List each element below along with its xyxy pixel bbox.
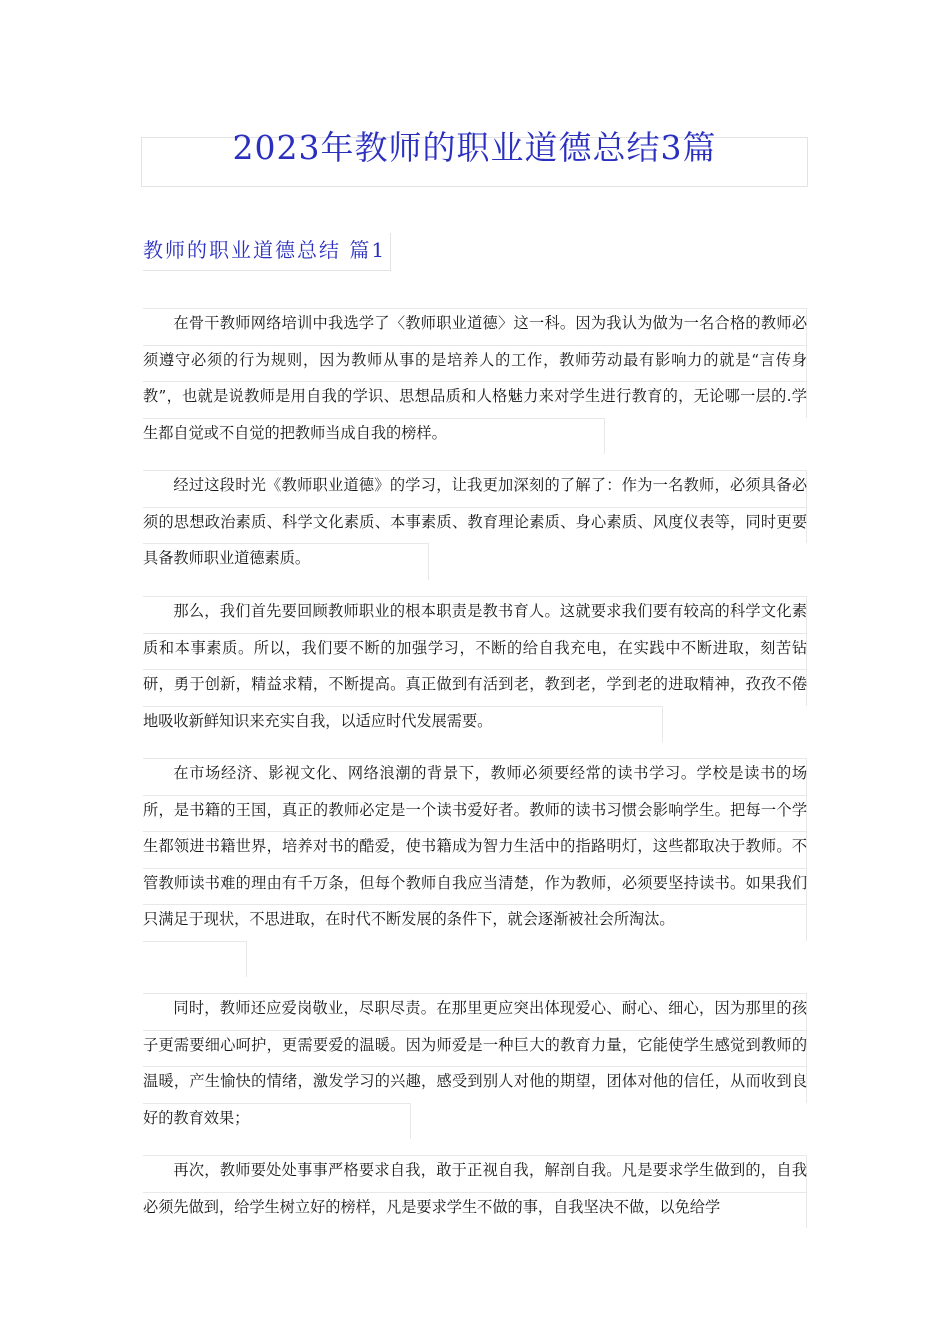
document-title-box [141,128,808,187]
paragraph-3: 那么，我们首先要回顾教师职业的根本职责是教书育人。这就要求我们要有较高的科学文化素质和本事素质。所以，我们要不断的加强学习，不断的给自我充电，在实践中不断进取，刻苦钻研，勇于创新，精益求精，不断提高。真正做到有活到老，教到老，学到老的进取精神，孜孜不倦地吸收新鲜知识来充实自我，以适应时代发展需要。 [143,602,807,730]
paragraph-6: 再次，教师要处处事事严格要求自我，敢于正视自我，解剖自我。凡是要求学生做到的，自我必须先做到，给学生树立好的榜样，凡是要求学生不做的事，自我坚决不做，以免给学 [143,1161,807,1216]
section-heading: 教师的职业道德总结 篇1 [143,233,391,271]
paragraph-4: 在市场经济、影视文化、网络浪潮的背景下，教师必须要经常的读书学习。学校是读书的场所，是书籍的王国，真正的教师必定是一个读书爱好者。教师的读书习惯会影响学生。把每一个学生都领进书籍世界，培养对书的酷爱，使书籍成为智力生活中的指路明灯，这些都取决于教师。不管教师读书难的理由有千万条，但每个教师自我应当清楚，作为教师，必须要坚持读书。如果我们只满足于现状，不思进取，在时代不断发展的条件下，就会逐渐被社会所淘汰。 [143,764,807,928]
paragraph-1: 在骨干教师网络培训中我选学了〈教师职业道德〉这一科。因为我认为做为一名合格的教师必须遵守必须的行为规则，因为教师从事的是培养人的工作，教师劳动最有影响力的就是“言传身教”，也就是说教师是用自我的学识、思想品质和人格魅力来对学生进行教育的，无论哪一层的.学生都自觉或不自觉的把教师当成自我的榜样。 [143,314,807,442]
document-title: 2023年教师的职业道德总结3篇 [232,128,717,167]
paragraph-2: 经过这段时光《教师职业道德》的学习，让我更加深刻的了解了：作为一名教师，必须具备必须的思想政治素质、科学文化素质、本事素质、教育理论素质、身心素质、风度仪表等，同时更要具备教师职业道德素质。 [143,476,807,567]
paragraph-5: 同时，教师还应爱岗敬业，尽职尽责。在那里更应突出体现爱心、耐心、细心，因为那里的孩子更需要细心呵护，更需要爱的温暖。因为师爱是一种巨大的教育力量，它能使学生感觉到教师的温暖，产生愉快的情绪，激发学习的兴趣，感受到别人对他的期望，团体对他的信任，从而收到良好的教育效果； [143,999,807,1127]
